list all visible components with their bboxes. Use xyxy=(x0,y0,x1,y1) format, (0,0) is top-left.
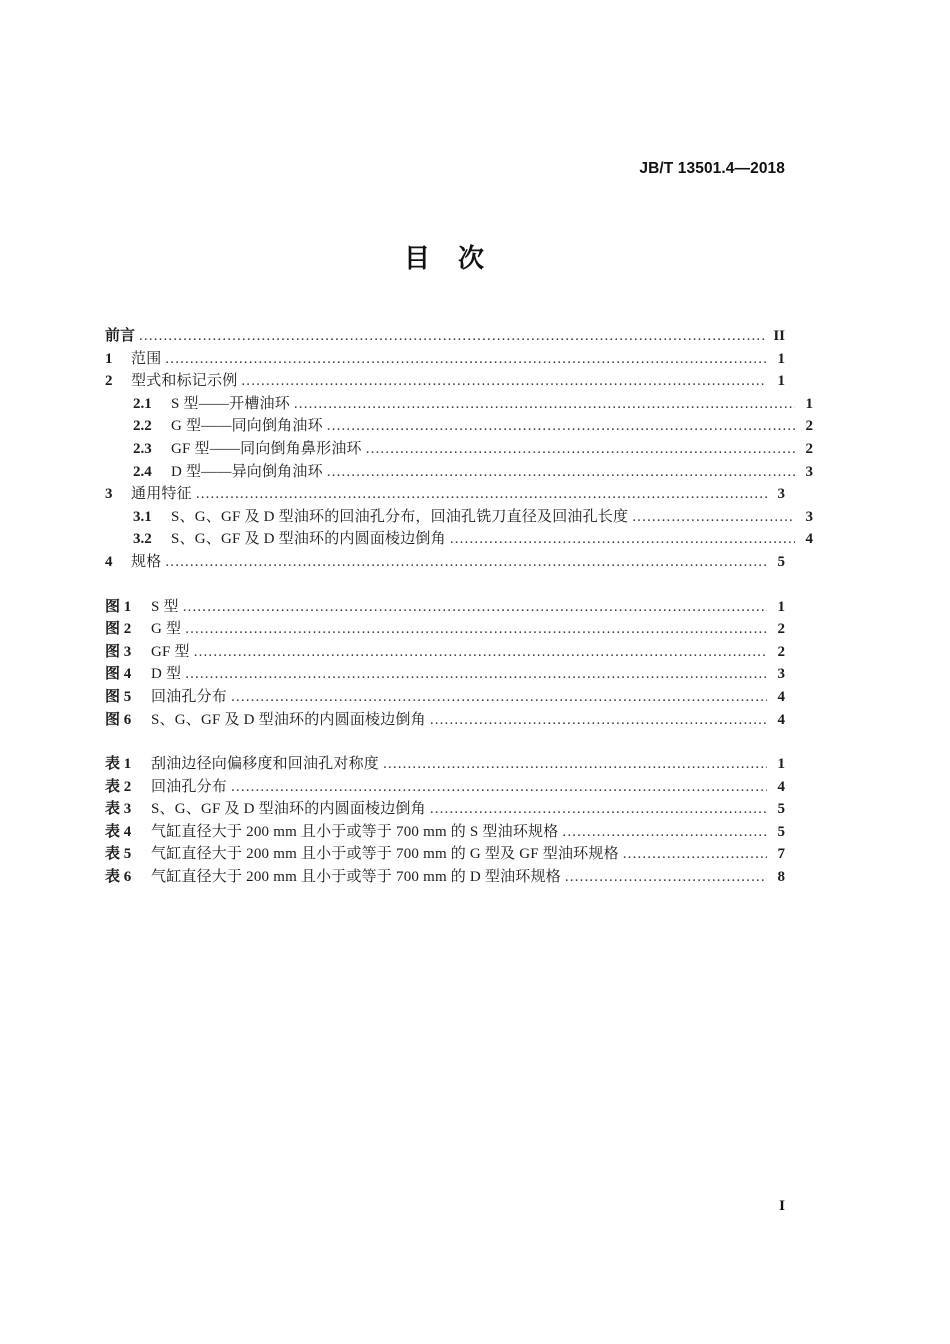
toc-leader-dots xyxy=(562,821,767,844)
toc-leader-dots xyxy=(294,393,795,416)
toc-leader-dots xyxy=(327,461,795,484)
toc-entry-page-number: 4 xyxy=(777,688,785,705)
toc-leader-dots xyxy=(194,641,767,664)
toc-entry-number: 图 5 xyxy=(105,688,132,705)
toc-entry-page-number: 4 xyxy=(777,778,785,795)
toc-entry-title: 范围 xyxy=(131,350,162,367)
toc-entry-number: 2.4 xyxy=(133,463,152,480)
toc-entry[interactable] xyxy=(105,438,813,461)
toc-entry-page-number: 2 xyxy=(777,621,785,638)
toc-entry[interactable] xyxy=(105,551,785,574)
toc-leader-dots xyxy=(183,596,767,619)
toc-entry-page-number: 4 xyxy=(805,531,813,548)
toc-leader-dots xyxy=(241,370,767,393)
toc-leader-dots xyxy=(327,415,795,438)
toc-leader-dots xyxy=(165,348,767,371)
toc-leader-dots xyxy=(231,686,767,709)
toc-leader-dots xyxy=(185,663,767,686)
table-of-contents xyxy=(105,325,813,889)
toc-leader-dots xyxy=(231,776,767,799)
page-title-char-1: 目 xyxy=(403,243,432,273)
toc-entry-number: 表 5 xyxy=(105,846,132,863)
toc-entry-page-number: 1 xyxy=(777,756,785,773)
toc-entry-page-number: II xyxy=(773,328,785,344)
toc-section-tables xyxy=(105,753,785,889)
toc-leader-dots xyxy=(430,798,767,821)
toc-entry-title: 通用特征 xyxy=(131,486,192,503)
toc-leader-dots xyxy=(196,483,767,506)
toc-entry-title: G 型——同向倒角油环 xyxy=(171,418,323,435)
toc-entry-title: S、G、GF 及 D 型油环的内圆面棱边倒角 xyxy=(151,801,426,818)
toc-entry-number: 1 xyxy=(105,350,113,367)
toc-entry-title: D 型 xyxy=(151,666,182,683)
toc-entry-title: 刮油边径向偏移度和回油孔对称度 xyxy=(151,756,380,773)
toc-entry-page-number: 8 xyxy=(777,869,785,886)
toc-entry-number: 3.1 xyxy=(133,508,152,525)
toc-entry-number: 图 3 xyxy=(105,643,132,660)
toc-entry[interactable] xyxy=(105,596,785,619)
toc-entry-page-number: 3 xyxy=(777,666,785,683)
toc-entry-page-number: 3 xyxy=(777,486,785,503)
page-title-char-2: 次 xyxy=(458,243,487,273)
toc-entry[interactable] xyxy=(105,663,785,686)
toc-entry-title: G 型 xyxy=(151,621,182,638)
toc-entry-page-number: 5 xyxy=(777,823,785,840)
toc-entry-title: S、G、GF 及 D 型油环的内圆面棱边倒角 xyxy=(171,531,446,548)
toc-entry-page-number: 2 xyxy=(805,418,813,435)
toc-entry[interactable] xyxy=(105,370,785,393)
toc-entry-page-number: 3 xyxy=(805,463,813,480)
toc-entry-number: 图 4 xyxy=(105,666,132,683)
toc-entry-number: 前言 xyxy=(105,328,136,344)
toc-entry[interactable] xyxy=(105,506,813,529)
toc-entry-page-number: 5 xyxy=(777,801,785,818)
toc-leader-dots xyxy=(165,551,767,574)
toc-entry-title: 气缸直径大于 200 mm 且小于或等于 700 mm 的 G 型及 GF 型油环规格 xyxy=(151,846,619,863)
toc-entry-page-number: 1 xyxy=(805,395,813,412)
toc-entry-number: 图 2 xyxy=(105,621,132,638)
toc-entry-number: 图 1 xyxy=(105,598,132,615)
toc-entry[interactable] xyxy=(105,753,785,776)
toc-entry-title: GF 型——同向倒角鼻形油环 xyxy=(171,440,362,457)
toc-entry-number: 表 3 xyxy=(105,801,132,818)
toc-entry-number: 3.2 xyxy=(133,531,152,548)
toc-entry[interactable] xyxy=(105,348,785,371)
toc-section-clauses xyxy=(105,325,813,574)
page-title xyxy=(105,238,785,275)
toc-entry-page-number: 2 xyxy=(777,643,785,660)
toc-entry[interactable] xyxy=(105,798,785,821)
toc-entry-number: 3 xyxy=(105,486,113,503)
toc-entry-page-number: 3 xyxy=(805,508,813,525)
toc-entry[interactable] xyxy=(105,618,785,641)
toc-leader-dots xyxy=(139,325,767,348)
toc-entry-title: S、G、GF 及 D 型油环的回油孔分布，回油孔铣刀直径及回油孔长度 xyxy=(171,508,629,525)
toc-entry-page-number: 7 xyxy=(777,846,785,863)
toc-leader-dots xyxy=(430,709,767,732)
running-header-standard-code: JB/T 13501.4—2018 xyxy=(639,160,785,177)
toc-entry-page-number: 1 xyxy=(777,373,785,390)
toc-entry-page-number: 4 xyxy=(777,711,785,728)
toc-entry-title: 回油孔分布 xyxy=(151,688,228,705)
toc-leader-dots xyxy=(450,528,795,551)
toc-entry[interactable] xyxy=(105,641,785,664)
toc-entry-page-number: 1 xyxy=(777,598,785,615)
toc-entry-page-number: 2 xyxy=(805,440,813,457)
toc-entry[interactable] xyxy=(105,686,785,709)
toc-leader-dots xyxy=(565,866,767,889)
toc-entry[interactable] xyxy=(105,528,813,551)
toc-entry[interactable] xyxy=(105,461,813,484)
toc-entry-title: S 型——开槽油环 xyxy=(171,395,290,412)
toc-entry-number: 图 6 xyxy=(105,711,132,728)
toc-leader-dots xyxy=(632,506,795,529)
toc-entry-number: 表 1 xyxy=(105,756,132,773)
toc-entry-number: 表 2 xyxy=(105,778,132,795)
toc-entry-page-number: 5 xyxy=(777,553,785,570)
toc-entry-title: 规格 xyxy=(131,553,162,570)
toc-entry[interactable] xyxy=(105,325,785,348)
toc-entry[interactable] xyxy=(105,709,785,732)
toc-entry[interactable] xyxy=(105,483,785,506)
toc-leader-dots xyxy=(383,753,767,776)
toc-leader-dots xyxy=(623,843,767,866)
toc-leader-dots xyxy=(185,618,767,641)
toc-entry-title: 回油孔分布 xyxy=(151,778,228,795)
toc-leader-dots xyxy=(366,438,795,461)
toc-entry-number: 2 xyxy=(105,373,113,390)
toc-entry-number: 表 4 xyxy=(105,823,132,840)
toc-entry-page-number: 1 xyxy=(777,350,785,367)
toc-entry[interactable] xyxy=(105,866,785,889)
toc-entry-number: 2.1 xyxy=(133,395,152,412)
toc-entry-title: D 型——异向倒角油环 xyxy=(171,463,323,480)
toc-entry-number: 4 xyxy=(105,553,113,570)
toc-entry-number: 2.3 xyxy=(133,440,152,457)
toc-entry-title: GF 型 xyxy=(151,643,190,660)
toc-entry-title: 型式和标记示例 xyxy=(131,373,238,390)
folio-page-number: I xyxy=(779,1198,785,1214)
toc-entry-number: 2.2 xyxy=(133,418,152,435)
toc-entry[interactable] xyxy=(105,821,785,844)
toc-entry-number: 表 6 xyxy=(105,869,132,886)
toc-entry[interactable] xyxy=(105,393,813,416)
toc-entry-title: S、G、GF 及 D 型油环的内圆面棱边倒角 xyxy=(151,711,426,728)
toc-entry[interactable] xyxy=(105,415,813,438)
toc-entry-title: 气缸直径大于 200 mm 且小于或等于 700 mm 的 S 型油环规格 xyxy=(151,823,559,840)
toc-entry-title: S 型 xyxy=(151,598,179,615)
toc-entry-title: 气缸直径大于 200 mm 且小于或等于 700 mm 的 D 型油环规格 xyxy=(151,869,561,886)
toc-section-figures xyxy=(105,596,785,732)
toc-entry[interactable] xyxy=(105,843,785,866)
toc-entry[interactable] xyxy=(105,776,785,799)
